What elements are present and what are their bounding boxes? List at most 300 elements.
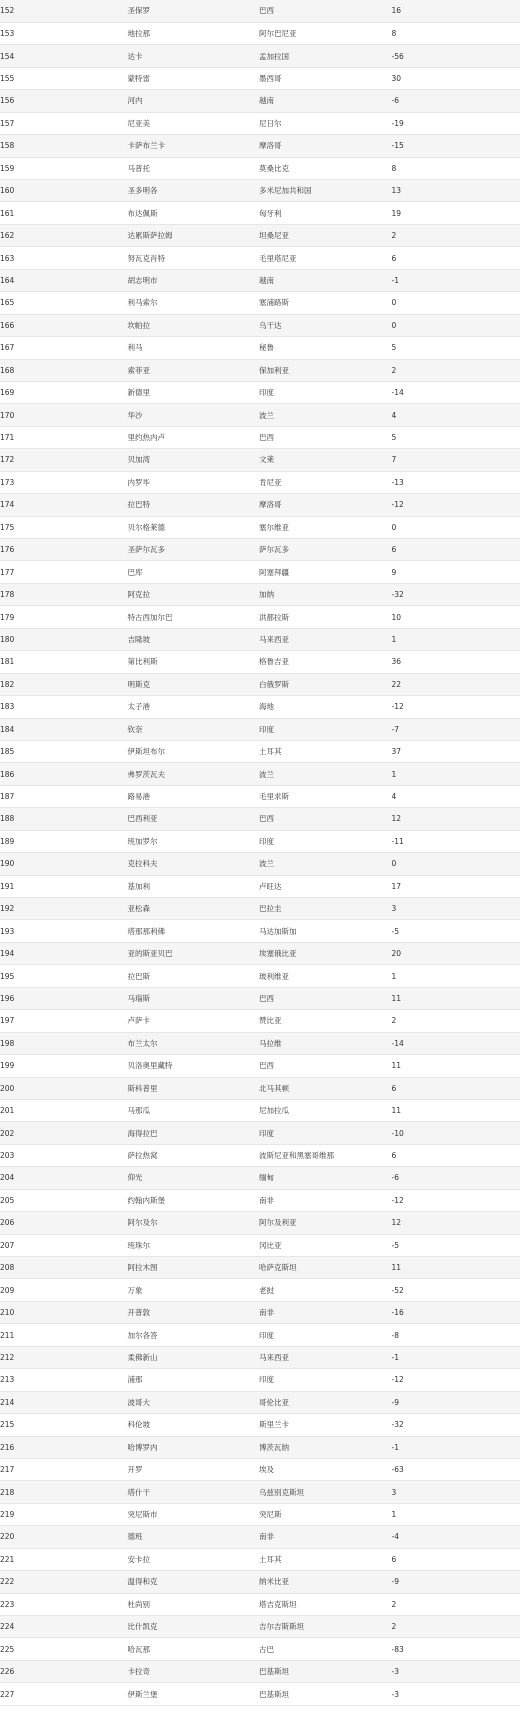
city-cell: 柔佛新山	[127, 1346, 259, 1368]
country-cell: 海地	[259, 696, 392, 718]
city-cell: 特古西加尔巴	[127, 606, 259, 628]
table-row	[0, 673, 520, 695]
change-cell: 0	[392, 516, 520, 538]
table-row	[0, 381, 520, 403]
city-cell: 哈瓦那	[127, 1638, 259, 1660]
table-row	[0, 404, 520, 426]
table-row	[0, 1414, 520, 1436]
city-cell: 塔什干	[127, 1481, 259, 1503]
change-cell: 19	[392, 202, 520, 224]
country-cell: 巴西	[259, 426, 392, 448]
table-row	[0, 314, 520, 336]
change-cell: -63	[392, 1458, 520, 1480]
change-cell: 2	[392, 224, 520, 246]
rank-cell: 160	[0, 180, 127, 202]
country-cell: 巴西	[259, 0, 392, 22]
change-cell: 5	[392, 426, 520, 448]
city-cell: 第比利斯	[127, 651, 259, 673]
rank-cell: 214	[0, 1391, 127, 1413]
rank-cell: 164	[0, 269, 127, 291]
change-cell: 7	[392, 449, 520, 471]
table-row	[0, 471, 520, 493]
country-cell: 博茨瓦纳	[259, 1436, 392, 1458]
rank-cell: 196	[0, 987, 127, 1009]
city-cell: 利马	[127, 337, 259, 359]
city-cell: 圣多明各	[127, 180, 259, 202]
change-cell: -3	[392, 1660, 520, 1682]
change-cell: -12	[392, 494, 520, 516]
change-cell: 12	[392, 808, 520, 830]
change-cell: 9	[392, 561, 520, 583]
table-row	[0, 494, 520, 516]
city-cell: 亚的斯亚贝巴	[127, 942, 259, 964]
table-row	[0, 426, 520, 448]
table-row	[0, 1055, 520, 1077]
country-cell: 萨尔瓦多	[259, 539, 392, 561]
city-cell: 尼亚美	[127, 112, 259, 134]
rank-cell: 195	[0, 965, 127, 987]
change-cell: 4	[392, 785, 520, 807]
rank-cell: 187	[0, 785, 127, 807]
change-cell: 20	[392, 942, 520, 964]
city-cell: 浦那	[127, 1369, 259, 1391]
table-row	[0, 1077, 520, 1099]
change-cell: -6	[392, 1167, 520, 1189]
table-row	[0, 45, 520, 67]
table-row	[0, 763, 520, 785]
rank-cell: 207	[0, 1234, 127, 1256]
table-row	[0, 22, 520, 44]
city-cell: 弗罗茨瓦夫	[127, 763, 259, 785]
rank-cell: 220	[0, 1526, 127, 1548]
table-row	[0, 920, 520, 942]
change-cell: 0	[392, 853, 520, 875]
rank-cell: 205	[0, 1189, 127, 1211]
city-cell: 亚松森	[127, 898, 259, 920]
rank-cell: 224	[0, 1616, 127, 1638]
city-cell: 伊斯坦布尔	[127, 740, 259, 762]
rank-cell: 157	[0, 112, 127, 134]
change-cell: 1	[392, 965, 520, 987]
table-row	[0, 269, 520, 291]
table-row	[0, 1324, 520, 1346]
rank-cell: 178	[0, 583, 127, 605]
country-cell: 波兰	[259, 853, 392, 875]
change-cell: -12	[392, 696, 520, 718]
country-cell: 南非	[259, 1301, 392, 1323]
country-cell: 哥伦比亚	[259, 1391, 392, 1413]
rank-cell: 169	[0, 381, 127, 403]
country-cell: 波斯尼亚和黑塞哥维那	[259, 1144, 392, 1166]
change-cell: 4	[392, 404, 520, 426]
city-cell: 胡志明市	[127, 269, 259, 291]
table-row	[0, 112, 520, 134]
change-cell: -14	[392, 1032, 520, 1054]
city-cell: 仰光	[127, 1167, 259, 1189]
country-cell: 阿塞拜疆	[259, 561, 392, 583]
change-cell: 6	[392, 539, 520, 561]
change-cell: 8	[392, 22, 520, 44]
table-row	[0, 90, 520, 112]
rank-cell: 198	[0, 1032, 127, 1054]
city-cell: 地拉那	[127, 22, 259, 44]
rank-cell: 225	[0, 1638, 127, 1660]
change-cell: 0	[392, 314, 520, 336]
rank-cell: 161	[0, 202, 127, 224]
rank-cell: 163	[0, 247, 127, 269]
country-cell: 塔吉克斯坦	[259, 1593, 392, 1615]
change-cell: -11	[392, 830, 520, 852]
rank-cell: 172	[0, 449, 127, 471]
rank-cell: 181	[0, 651, 127, 673]
country-cell: 洪都拉斯	[259, 606, 392, 628]
change-cell: 11	[392, 1257, 520, 1279]
table-row	[0, 1032, 520, 1054]
table-row	[0, 539, 520, 561]
table-row	[0, 606, 520, 628]
rank-cell: 213	[0, 1369, 127, 1391]
rank-cell: 186	[0, 763, 127, 785]
rank-cell: 174	[0, 494, 127, 516]
change-cell: 30	[392, 67, 520, 89]
country-cell: 赞比亚	[259, 1010, 392, 1032]
country-cell: 土耳其	[259, 740, 392, 762]
rank-cell: 201	[0, 1099, 127, 1121]
table-row	[0, 875, 520, 897]
city-cell: 布兰太尔	[127, 1032, 259, 1054]
table-row	[0, 1167, 520, 1189]
table-row	[0, 1526, 520, 1548]
change-cell: 3	[392, 898, 520, 920]
country-cell: 马达加斯加	[259, 920, 392, 942]
table-row	[0, 1660, 520, 1682]
country-cell: 吉尔吉斯斯坦	[259, 1616, 392, 1638]
city-cell: 安卡拉	[127, 1548, 259, 1570]
city-cell: 杜尚别	[127, 1593, 259, 1615]
rank-cell: 197	[0, 1010, 127, 1032]
country-cell: 印度	[259, 1369, 392, 1391]
city-cell: 阿克拉	[127, 583, 259, 605]
rank-cell: 219	[0, 1503, 127, 1525]
rank-cell: 199	[0, 1055, 127, 1077]
change-cell: -10	[392, 1122, 520, 1144]
city-cell: 万象	[127, 1279, 259, 1301]
rank-cell: 176	[0, 539, 127, 561]
rank-cell: 154	[0, 45, 127, 67]
change-cell: 8	[392, 157, 520, 179]
city-cell: 圣保罗	[127, 0, 259, 22]
change-cell: -32	[392, 583, 520, 605]
city-cell: 达累斯萨拉姆	[127, 224, 259, 246]
city-cell: 吉隆坡	[127, 628, 259, 650]
city-cell: 拉巴斯	[127, 965, 259, 987]
city-cell: 巴库	[127, 561, 259, 583]
country-cell: 孟加拉国	[259, 45, 392, 67]
change-cell: -15	[392, 135, 520, 157]
table-row	[0, 292, 520, 314]
country-cell: 印度	[259, 381, 392, 403]
city-cell: 哈博罗内	[127, 1436, 259, 1458]
rank-cell: 192	[0, 898, 127, 920]
change-cell: 36	[392, 651, 520, 673]
country-cell: 白俄罗斯	[259, 673, 392, 695]
country-cell: 印度	[259, 718, 392, 740]
table-row	[0, 449, 520, 471]
city-cell: 圣萨尔瓦多	[127, 539, 259, 561]
table-row	[0, 830, 520, 852]
country-cell: 保加利亚	[259, 359, 392, 381]
city-cell: 贝洛奥里藏特	[127, 1055, 259, 1077]
change-cell: -14	[392, 381, 520, 403]
city-cell: 努瓦克肖特	[127, 247, 259, 269]
country-cell: 越南	[259, 90, 392, 112]
table-row	[0, 740, 520, 762]
city-cell: 巴西利亚	[127, 808, 259, 830]
rank-cell: 194	[0, 942, 127, 964]
country-cell: 尼日尔	[259, 112, 392, 134]
city-cell: 达卡	[127, 45, 259, 67]
change-cell: 13	[392, 180, 520, 202]
table-row	[0, 628, 520, 650]
rank-cell: 215	[0, 1414, 127, 1436]
table-row	[0, 337, 520, 359]
rank-cell: 208	[0, 1257, 127, 1279]
table-row	[0, 583, 520, 605]
country-cell: 南非	[259, 1189, 392, 1211]
rank-cell: 188	[0, 808, 127, 830]
city-cell: 坎帕拉	[127, 314, 259, 336]
rank-cell: 180	[0, 628, 127, 650]
city-cell: 伊斯兰堡	[127, 1683, 259, 1705]
country-cell: 南非	[259, 1526, 392, 1548]
city-cell: 阿拉木图	[127, 1257, 259, 1279]
change-cell: 12	[392, 1212, 520, 1234]
change-cell: 17	[392, 875, 520, 897]
change-cell: 5	[392, 337, 520, 359]
country-cell: 老挝	[259, 1279, 392, 1301]
country-cell: 摩洛哥	[259, 135, 392, 157]
rank-cell: 218	[0, 1481, 127, 1503]
rank-cell: 171	[0, 426, 127, 448]
change-cell: -83	[392, 1638, 520, 1660]
change-cell: 6	[392, 1144, 520, 1166]
rank-cell: 191	[0, 875, 127, 897]
table-row	[0, 1683, 520, 1705]
city-cell: 德班	[127, 1526, 259, 1548]
rank-cell: 217	[0, 1458, 127, 1480]
country-cell: 巴西	[259, 987, 392, 1009]
change-cell: -19	[392, 112, 520, 134]
country-cell: 埃及	[259, 1458, 392, 1480]
rank-cell: 190	[0, 853, 127, 875]
country-cell: 毛里塔尼亚	[259, 247, 392, 269]
change-cell: -5	[392, 1234, 520, 1256]
city-cell: 路易港	[127, 785, 259, 807]
rank-cell: 182	[0, 673, 127, 695]
country-cell: 巴基斯坦	[259, 1660, 392, 1682]
table-row	[0, 247, 520, 269]
country-cell: 莫桑比克	[259, 157, 392, 179]
city-cell: 明斯克	[127, 673, 259, 695]
city-cell: 加尔各答	[127, 1324, 259, 1346]
table-row	[0, 696, 520, 718]
change-cell: 11	[392, 1055, 520, 1077]
table-row	[0, 1593, 520, 1615]
city-cell: 塔那那利佛	[127, 920, 259, 942]
table-row	[0, 718, 520, 740]
city-cell: 贝加湾	[127, 449, 259, 471]
rank-cell: 227	[0, 1683, 127, 1705]
city-cell: 索菲亚	[127, 359, 259, 381]
rank-cell: 162	[0, 224, 127, 246]
table-row	[0, 1616, 520, 1638]
country-cell: 墨西哥	[259, 67, 392, 89]
change-cell: 1	[392, 628, 520, 650]
city-cell: 拉巴特	[127, 494, 259, 516]
city-cell: 马那瓜	[127, 1099, 259, 1121]
change-cell: 2	[392, 359, 520, 381]
country-cell: 多米尼加共和国	[259, 180, 392, 202]
country-cell: 乌干达	[259, 314, 392, 336]
country-cell: 阿尔及利亚	[259, 1212, 392, 1234]
city-cell: 约翰内斯堡	[127, 1189, 259, 1211]
change-cell: -3	[392, 1683, 520, 1705]
rank-cell: 200	[0, 1077, 127, 1099]
city-cell: 利马索尔	[127, 292, 259, 314]
table-row	[0, 1301, 520, 1323]
table-row	[0, 987, 520, 1009]
country-cell: 土耳其	[259, 1548, 392, 1570]
table-row	[0, 1503, 520, 1525]
change-cell: 6	[392, 1077, 520, 1099]
country-cell: 印度	[259, 1122, 392, 1144]
table-row	[0, 1369, 520, 1391]
country-cell: 北马其顿	[259, 1077, 392, 1099]
country-cell: 马拉维	[259, 1032, 392, 1054]
rank-cell: 211	[0, 1324, 127, 1346]
rank-cell: 223	[0, 1593, 127, 1615]
rank-cell: 168	[0, 359, 127, 381]
country-cell: 加纳	[259, 583, 392, 605]
rank-cell: 204	[0, 1167, 127, 1189]
change-cell: -9	[392, 1391, 520, 1413]
country-cell: 印度	[259, 830, 392, 852]
table-row	[0, 135, 520, 157]
change-cell: 37	[392, 740, 520, 762]
change-cell: 11	[392, 987, 520, 1009]
table-row	[0, 1144, 520, 1166]
change-cell: -12	[392, 1189, 520, 1211]
country-cell: 毛里求斯	[259, 785, 392, 807]
table-row	[0, 1481, 520, 1503]
country-cell: 乌兹别克斯坦	[259, 1481, 392, 1503]
table-row	[0, 808, 520, 830]
rank-cell: 189	[0, 830, 127, 852]
table-row	[0, 1257, 520, 1279]
country-cell: 斯里兰卡	[259, 1414, 392, 1436]
table-row	[0, 1458, 520, 1480]
rank-cell: 179	[0, 606, 127, 628]
table-row	[0, 67, 520, 89]
city-cell: 克拉科夫	[127, 853, 259, 875]
rank-cell: 156	[0, 90, 127, 112]
change-cell: -7	[392, 718, 520, 740]
country-cell: 秘鲁	[259, 337, 392, 359]
country-cell: 坦桑尼亚	[259, 224, 392, 246]
city-cell: 科伦坡	[127, 1414, 259, 1436]
table-row	[0, 202, 520, 224]
country-cell: 摩洛哥	[259, 494, 392, 516]
city-cell: 斯科普里	[127, 1077, 259, 1099]
city-cell: 开普敦	[127, 1301, 259, 1323]
rank-cell: 216	[0, 1436, 127, 1458]
change-cell: -1	[392, 1346, 520, 1368]
rank-cell: 159	[0, 157, 127, 179]
change-cell: 0	[392, 292, 520, 314]
change-cell: -12	[392, 1369, 520, 1391]
table-row	[0, 965, 520, 987]
city-cell: 班珠尔	[127, 1234, 259, 1256]
country-cell: 缅甸	[259, 1167, 392, 1189]
country-cell: 波兰	[259, 404, 392, 426]
city-cell: 河内	[127, 90, 259, 112]
table-row	[0, 942, 520, 964]
country-cell: 阿尔巴尼亚	[259, 22, 392, 44]
country-cell: 越南	[259, 269, 392, 291]
country-cell: 印度	[259, 1324, 392, 1346]
table-row	[0, 853, 520, 875]
country-cell: 巴西	[259, 808, 392, 830]
rank-cell: 158	[0, 135, 127, 157]
rank-cell: 209	[0, 1279, 127, 1301]
rank-cell: 177	[0, 561, 127, 583]
table-row	[0, 516, 520, 538]
change-cell: -1	[392, 1436, 520, 1458]
change-cell: 11	[392, 1099, 520, 1121]
table-row	[0, 1638, 520, 1660]
table-row	[0, 180, 520, 202]
table-row	[0, 785, 520, 807]
city-cell: 马瑙斯	[127, 987, 259, 1009]
table-row	[0, 1391, 520, 1413]
country-cell: 玻利维亚	[259, 965, 392, 987]
change-cell: -56	[392, 45, 520, 67]
city-cell: 里约热内卢	[127, 426, 259, 448]
change-cell: 6	[392, 247, 520, 269]
rank-cell: 226	[0, 1660, 127, 1682]
country-cell: 肯尼亚	[259, 471, 392, 493]
table-row	[0, 1571, 520, 1593]
city-cell: 贝尔格莱德	[127, 516, 259, 538]
country-cell: 卢旺达	[259, 875, 392, 897]
city-cell: 钦奈	[127, 718, 259, 740]
change-cell: -32	[392, 1414, 520, 1436]
city-cell: 阿尔及尔	[127, 1212, 259, 1234]
change-cell: 2	[392, 1010, 520, 1032]
country-cell: 马来西亚	[259, 1346, 392, 1368]
change-cell: 1	[392, 763, 520, 785]
country-cell: 文莱	[259, 449, 392, 471]
rank-cell: 221	[0, 1548, 127, 1570]
table-row	[0, 1189, 520, 1211]
change-cell: -13	[392, 471, 520, 493]
change-cell: -9	[392, 1571, 520, 1593]
change-cell: 16	[392, 0, 520, 22]
city-cell: 基加利	[127, 875, 259, 897]
change-cell: 10	[392, 606, 520, 628]
city-cell: 海得拉巴	[127, 1122, 259, 1144]
rank-cell: 193	[0, 920, 127, 942]
